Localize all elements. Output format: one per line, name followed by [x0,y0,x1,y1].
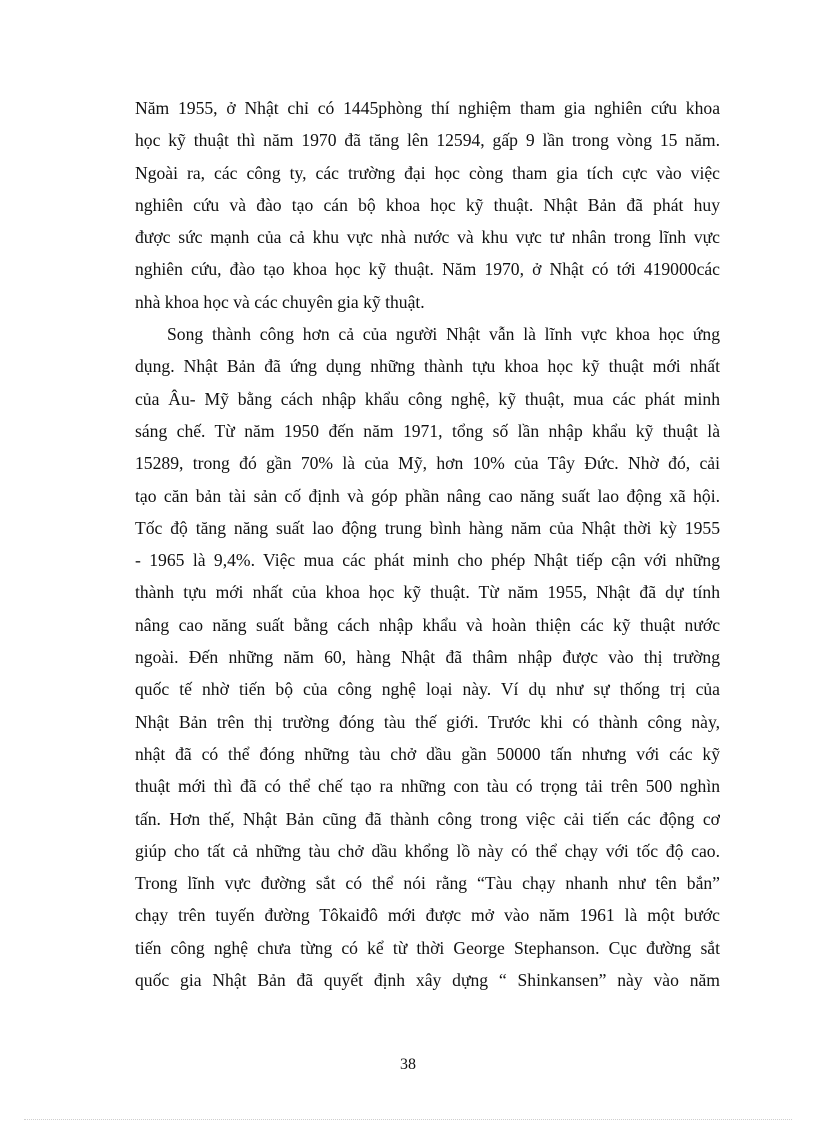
text-line: của Âu- Mỹ bằng cách nhập khẩu công nghệ, kỹ thuật, mua các phát minh [135,388,720,409]
text-line: tạo căn bản tài sản cố định và góp phần nâng cao năng suất lao động xã hội. [135,485,720,506]
text-line: Năm 1955, ở Nhật chỉ có 1445phòng thí nghiệm tham gia nghiên cứu khoa [135,98,720,118]
text-line: nhật đã có thể đóng những tàu chở dầu gần 50000 tấn nhưng với các kỹ [135,743,720,764]
text-line: Tốc độ tăng năng suất lao động trung bình hàng năm của Nhật thời kỳ 1955 [135,517,720,538]
paragraph-2 [135,318,720,1029]
text-line: sáng chế. Từ năm 1950 đến năm 1971, tổng số lần nhập khẩu kỹ thuật là [135,420,720,441]
text-line: dụng. Nhật Bản đã ứng dụng những thành tựu khoa học kỹ thuật mới nhất [135,356,720,377]
body-text [135,92,720,1029]
text-line: tiến công nghệ chưa từng có kể từ thời George Stephanson. Cục đường sắt [135,937,720,958]
text-line: 15289, trong đó gần 70% là của Mỹ, hơn 10% của Tây Đức. Nhờ đó, cải [135,453,720,474]
text-line [135,996,720,1028]
text-line: Nhật Bản trên thị trường đóng tàu thế giới. Trước khi có thành công này, [135,711,720,732]
text-line: nâng cao năng suất bằng cách nhập khẩu và hoàn thiện các kỹ thuật nước [135,614,720,635]
text-line: - 1965 là 9,4%. Việc mua các phát minh cho phép Nhật tiếp cận với những [135,550,720,571]
text-line: Trong lĩnh vực đường sắt có thể nói rằng “Tàu chạy nhanh như tên bắn” [135,873,720,894]
text-line: được sức mạnh của cả khu vực nhà nước và khu vực tư nhân trong lĩnh vực [135,227,720,248]
text-line: chạy trên tuyến đường Tôkaiđô mới được mở vào năm 1961 là một bước [135,905,720,926]
page-number: 38 [400,1056,416,1073]
text-line: quốc gia Nhật Bản đã quyết định xây dựng “ Shinkansen” này vào năm [135,970,720,991]
text-line: học kỹ thuật thì năm 1970 đã tăng lên 12594, gấp 9 lần trong vòng 15 năm. [135,130,720,151]
text-line: quốc tế nhờ tiến bộ của công nghệ loại này. Ví dụ như sự thống trị của [135,679,720,700]
page-bottom-rule [24,1119,792,1120]
text-line: nghiên cứu, đào tạo khoa học kỹ thuật. Năm 1970, ở Nhật có tới 419000các [135,259,720,280]
text-line: giúp cho tất cả những tàu chở dầu khổng lồ này có thể chạy với tốc độ cao. [135,840,720,861]
text-line: tấn. Hơn thế, Nhật Bản cũng đã thành công trong việc cải tiến các động cơ [135,808,720,829]
text-line: thuật mới thì đã có thể chế tạo ra những con tàu có trọng tải trên 500 nghìn [135,776,720,797]
text-line: Ngoài ra, các công ty, các trường đại học còng tham gia tích cực vào việc [135,162,720,183]
text-line: ngoài. Đến những năm 60, hàng Nhật đã thâm nhập được vào thị trường [135,647,720,668]
text-line: nhà khoa học và các chuyên gia kỹ thuật. [135,291,425,312]
text-line: nghiên cứu và đào tạo cán bộ khoa học kỹ thuật. Nhật Bản đã phát huy [135,194,720,215]
text-line: thành tựu mới nhất của khoa học kỹ thuật. Từ năm 1955, Nhật đã dự tính [135,582,720,603]
paragraph-1 [135,92,720,318]
text-line: Song thành công hơn cả của người Nhật vẫn là lĩnh vực khoa học ứng [167,324,720,345]
